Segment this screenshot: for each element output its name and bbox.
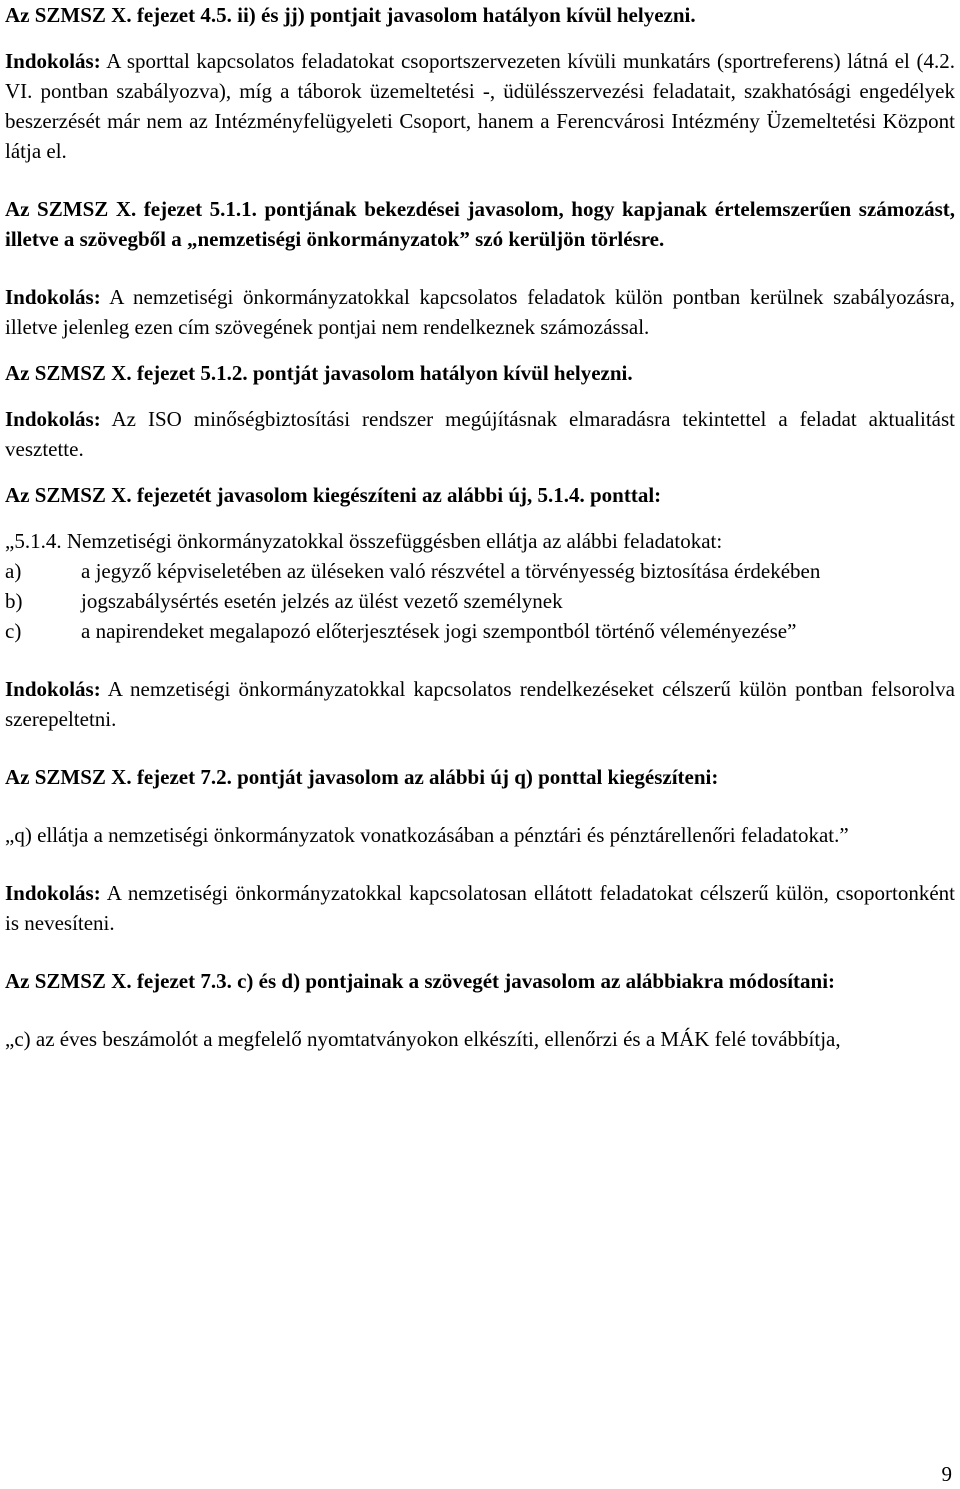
list-item-text: jogszabálysértés esetén jelzés az ülést vezető személynek (81, 589, 563, 613)
justification-label: Indokolás: (5, 285, 101, 309)
justification-label: Indokolás: (5, 407, 101, 431)
page-number: 9 (941, 1462, 952, 1486)
justification-label: Indokolás: (5, 881, 101, 905)
justification-paragraph (5, 404, 955, 464)
justification-text: Az ISO minőségbiztosítási rendszer megújításnak elmaradásra tekintettel a feladat aktualitást vesztette. (5, 407, 955, 461)
section-heading: Az SZMSZ X. fejezet 4.5. ii) és jj) pontjait javasolom hatályon kívül helyezni. (5, 3, 696, 27)
quoted-provision: „c) az éves beszámolót a megfelelő nyomtatványokon elkészíti, ellenőrzi és a MÁK felé továbbítja, (5, 1027, 841, 1051)
justification-paragraph (5, 46, 955, 166)
list-item-text: a jegyző képviseletében az üléseken való részvétel a törvényesség biztosítása érdekében (81, 559, 821, 583)
list-item (5, 616, 955, 646)
justification-label: Indokolás: (5, 49, 101, 73)
justification-paragraph (5, 674, 955, 734)
justification-text: A sporttal kapcsolatos feladatokat csoportszervezeten kívüli munkatárs (sportreferens) látná el (4.2. VI. pontban szabályozva), míg a táborok üzemeltetési -, üdülésszervezési feladatait, szakhatósági engedélyek beszerzését már nem az Intézményfelügyeleti Csoport, hanem a Ferencvárosi Intézmény Üzemeltetési Központ látja el. (5, 49, 955, 163)
provision-list (5, 556, 955, 646)
list-marker: c) (5, 619, 22, 643)
justification-label: Indokolás: (5, 677, 101, 701)
document-body (5, 0, 955, 1054)
section-heading: Az SZMSZ X. fejezet 7.3. c) és d) pontjainak a szövegét javasolom az alábbiakra módosítani: (5, 969, 836, 993)
quoted-provision: „5.1.4. Nemzetiségi önkormányzatokkal összefüggésben ellátja az alábbi feladatokat: (5, 529, 723, 553)
justification-text: A nemzetiségi önkormányzatokkal kapcsolatos rendelkezéseket célszerű külön pontban felsorolva szerepeltetni. (5, 677, 955, 731)
justification-text: A nemzetiségi önkormányzatokkal kapcsolatosan ellátott feladatokat célszerű külön, csoportonként is nevesíteni. (5, 881, 955, 935)
list-marker: a) (5, 559, 22, 583)
section-heading: Az SZMSZ X. fejezet 5.1.1. pontjának bekezdései javasolom, hogy kapjanak értelemszerűen számozást, illetve a szövegből a „nemzetiségi önkormányzatok” szó kerüljön törlésre. (5, 197, 955, 251)
list-item (5, 586, 955, 616)
section-heading: Az SZMSZ X. fejezetét javasolom kiegészíteni az alábbi új, 5.1.4. ponttal: (5, 483, 662, 507)
justification-paragraph (5, 282, 955, 342)
justification-paragraph (5, 878, 955, 938)
section-heading: Az SZMSZ X. fejezet 7.2. pontját javasolom az alábbi új q) ponttal kiegészíteni: (5, 765, 719, 789)
justification-text: A nemzetiségi önkormányzatokkal kapcsolatos feladatok külön pontban kerülnek szabályozásra, illetve jelenleg ezen cím szövegének pontjai nem rendelkeznek számozással. (5, 285, 955, 339)
section-heading: Az SZMSZ X. fejezet 5.1.2. pontját javasolom hatályon kívül helyezni. (5, 361, 633, 385)
list-item (5, 556, 955, 586)
quoted-provision: „q) ellátja a nemzetiségi önkormányzatok vonatkozásában a pénztári és pénztárellenőri feladatokat.” (5, 823, 849, 847)
list-marker: b) (5, 589, 23, 613)
list-item-text: a napirendeket megalapozó előterjesztések jogi szempontból történő véleményezése” (81, 619, 797, 643)
